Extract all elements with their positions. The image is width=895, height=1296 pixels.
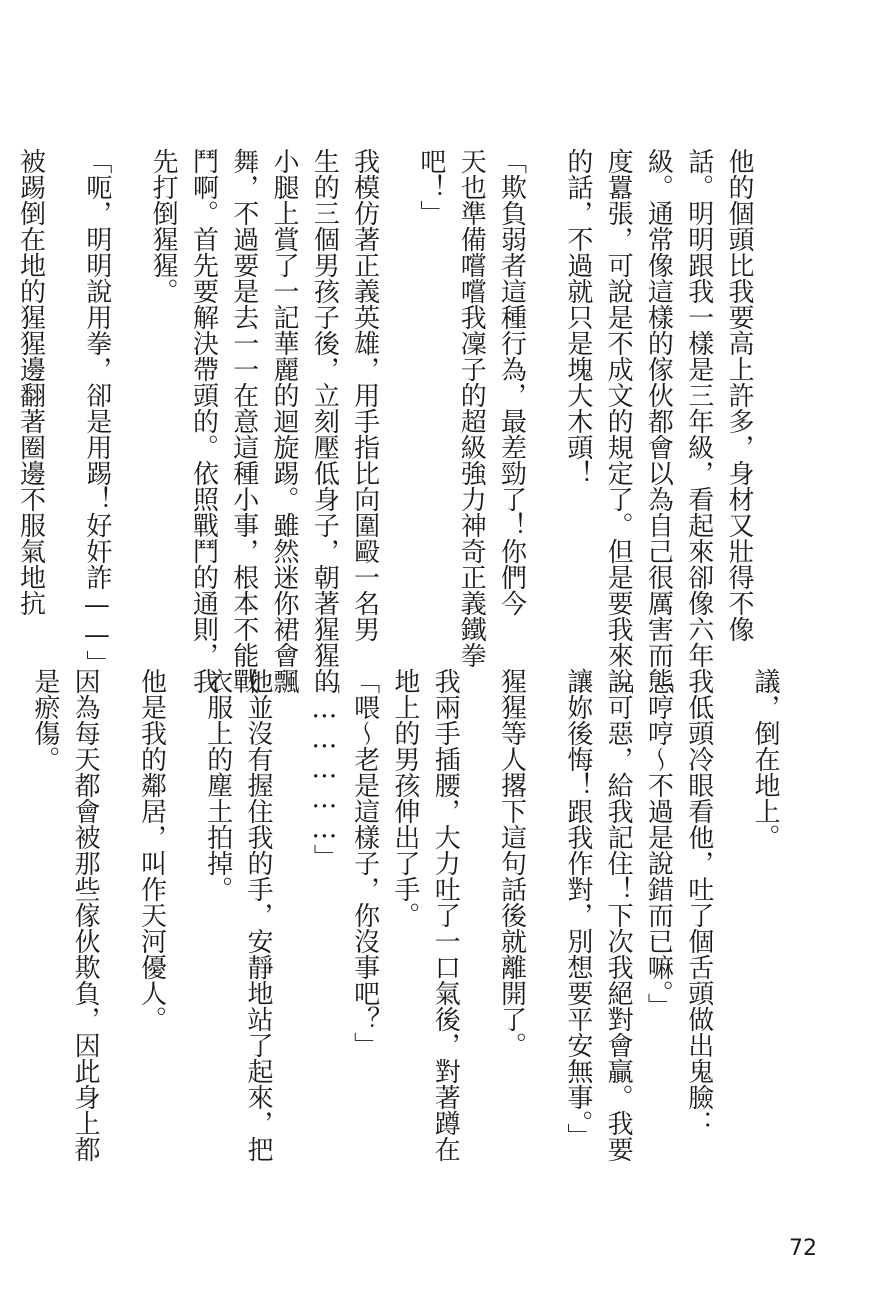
text-column: 「欺負弱者這種行為，最差勁了！你們今 [496, 148, 527, 616]
page-number: 72 [789, 1236, 817, 1261]
text-column: 小腿上賞了一記華麗的迴旋踢。雖然迷你裙會飄 [269, 148, 300, 694]
text-column [0, 668, 25, 1158]
text-column: 議，倒在地上。 [750, 668, 780, 850]
text-column: 舞，不過要是去一一在意這種小事，根本不能戰 [228, 148, 259, 694]
text-column: 他是我的鄰居，叫作天河優人。 [136, 668, 167, 1032]
text-column: 他的個頭比我要高上許多，身材又壯得不像 [724, 148, 754, 642]
text-column: 天也準備嚐嚐我凜子的超級強力神奇正義鐵拳 [456, 148, 487, 668]
text-column: 地上的男孩伸出了手。 [389, 668, 420, 928]
text-column: 我低頭冷眼看他，吐了個舌頭做出鬼臉： [683, 668, 714, 1136]
text-column: 「呃，明明說用拳，卻是用踢！好奸詐——」 [81, 148, 112, 676]
text-column: 級。通常像這樣的傢伙都會以為自己很厲害而態 [643, 148, 674, 694]
upper-text-block [15, 148, 785, 694]
text-column: 猩猩等人撂下這句話後就離開了。 [496, 668, 527, 1058]
text-column: 我模仿著正義英雄，用手指比向圍毆一名男 [349, 148, 380, 642]
text-column: 「喂～老是這樣子，你沒事吧？」 [349, 668, 380, 1058]
text-column: 「哼哼～不過是說錯而已嘛。」 [643, 668, 674, 1019]
text-column: 度囂張，可說是不成文的規定了。但是要我來說 [603, 148, 634, 694]
text-column: 我兩手插腰，大力吐了一口氣後，對著蹲在 [430, 668, 461, 1162]
text-column: 「可惡，給我記住！下次我絕對會贏。我要 [603, 668, 634, 1162]
text-column: 「……………」 [309, 668, 340, 870]
text-column: 讓妳後悔！跟我作對，別想要平安無事。」 [562, 668, 593, 1149]
text-column: 是瘀傷。 [29, 668, 60, 772]
text-column: 的話，不過就只是塊大木頭！ [562, 148, 593, 486]
text-column: 先打倒猩猩。 [148, 148, 179, 304]
text-column: 因為每天都會被那些傢伙欺負，因此身上都 [70, 668, 101, 1162]
text-column: 被踢倒在地的猩猩邊翻著圈邊不服氣地抗 [15, 148, 46, 616]
text-column: 話。明明跟我一樣是三年級，看起來卻像六年 [683, 148, 714, 668]
lower-text-block [29, 668, 785, 1162]
text-column: 生的三個男孩子後，立刻壓低身子，朝著猩猩的 [309, 148, 340, 694]
text-column: 衣服上的塵土拍掉。 [202, 668, 233, 902]
text-column: 吧！」 [415, 148, 446, 226]
text-column: 他並沒有握住我的手，安靜地站了起來，把 [243, 668, 274, 1162]
text-column: 鬥啊。首先要解決帶頭的。依照戰鬥的通則，我 [188, 148, 219, 694]
